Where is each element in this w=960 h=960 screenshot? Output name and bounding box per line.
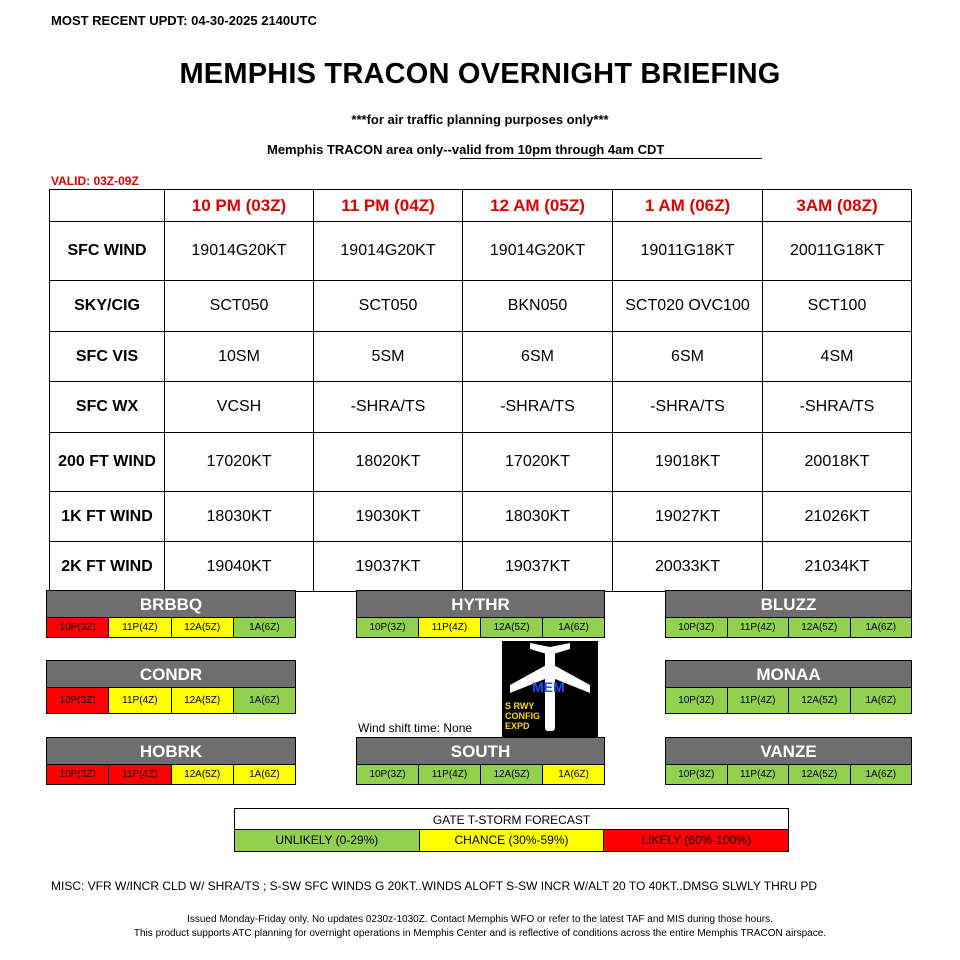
column-header: 12 AM (05Z) xyxy=(463,190,613,222)
gate-time-cell: 10P(3Z) xyxy=(666,765,727,784)
gate-time-cell: 11P(4Z) xyxy=(727,765,789,784)
runway-config-logo xyxy=(502,641,598,737)
table-cell: 20033KT xyxy=(613,542,763,592)
gate-time-cell: 10P(3Z) xyxy=(357,618,418,637)
gate-time-cell: 1A(6Z) xyxy=(850,618,912,637)
gate-timeline xyxy=(46,618,296,638)
table-cell: 17020KT xyxy=(165,433,314,492)
gate-brbbq xyxy=(46,590,296,638)
gate-time-cell: 10P(3Z) xyxy=(47,765,108,784)
gate-time-cell: 1A(6Z) xyxy=(233,765,295,784)
row-header: 200 FT WIND xyxy=(50,433,165,492)
table-cell: 18030KT xyxy=(463,492,613,542)
table-cell: SCT100 xyxy=(763,281,912,332)
table-cell: 17020KT xyxy=(463,433,613,492)
legend-title: GATE T-STORM FORECAST xyxy=(235,809,788,830)
gate-time-cell: 10P(3Z) xyxy=(47,618,108,637)
table-cell: 19011G18KT xyxy=(613,222,763,281)
legend-chance: CHANCE (30%-59%) xyxy=(419,830,604,851)
tstorm-legend xyxy=(234,808,789,852)
table-cell: SCT050 xyxy=(165,281,314,332)
gate-name: MONAA xyxy=(665,660,912,688)
gate-time-cell: 11P(4Z) xyxy=(108,618,170,637)
table-cell: 18030KT xyxy=(165,492,314,542)
table-cell: BKN050 xyxy=(463,281,613,332)
row-header: 2K FT WIND xyxy=(50,542,165,592)
gate-bluzz xyxy=(665,590,912,638)
area-prefix: Memphis TRACON area only-- xyxy=(267,142,452,157)
footer-note: This product supports ATC planning for overnight operations in Memphis Center and is reflective of conditions across the entire Memphis TRACON airspace. xyxy=(133,928,827,939)
footer-note: Issued Monday-Friday only. No updates 0230z-1030Z. Contact Memphis WFO or refer to the latest TAF and MIS during those hours. xyxy=(187,914,773,925)
gate-time-cell: 12A(5Z) xyxy=(788,618,850,637)
gate-time-cell: 1A(6Z) xyxy=(850,688,912,713)
table-cell: 6SM xyxy=(613,332,763,382)
table-cell: -SHRA/TS xyxy=(463,382,613,433)
gate-time-cell: 11P(4Z) xyxy=(727,688,789,713)
table-cell: 19037KT xyxy=(314,542,463,592)
table-cell: 21026KT xyxy=(763,492,912,542)
page-title: MEMPHIS TRACON OVERNIGHT BRIEFING xyxy=(179,58,781,90)
gate-time-cell: 1A(6Z) xyxy=(542,765,604,784)
valid-period: VALID: 03Z-09Z xyxy=(51,174,139,188)
table-row xyxy=(50,542,912,592)
gate-timeline xyxy=(356,618,605,638)
gate-south xyxy=(356,737,605,785)
gate-time-cell: 1A(6Z) xyxy=(233,688,295,713)
row-header: SFC WX xyxy=(50,382,165,433)
gate-name: BRBBQ xyxy=(46,590,296,618)
table-cell: 19027KT xyxy=(613,492,763,542)
table-header-row xyxy=(50,190,912,222)
gate-timeline xyxy=(665,618,912,638)
column-header: 11 PM (04Z) xyxy=(314,190,463,222)
logo-line: S RWY xyxy=(505,701,535,711)
table-cell: 19030KT xyxy=(314,492,463,542)
gate-name: HOBRK xyxy=(46,737,296,765)
gate-time-cell: 12A(5Z) xyxy=(480,618,542,637)
gate-time-cell: 11P(4Z) xyxy=(418,618,480,637)
gate-name: CONDR xyxy=(46,660,296,688)
logo-line: EXPD xyxy=(505,721,530,731)
table-cell: 19040KT xyxy=(165,542,314,592)
legend-likely: LIKELY (60%-100%) xyxy=(603,830,788,851)
table-cell: 19037KT xyxy=(463,542,613,592)
gate-time-cell: 1A(6Z) xyxy=(850,765,912,784)
gate-timeline xyxy=(665,765,912,785)
gate-time-cell: 12A(5Z) xyxy=(171,765,233,784)
row-header: SKY/CIG xyxy=(50,281,165,332)
table-cell: 6SM xyxy=(463,332,613,382)
table-cell: -SHRA/TS xyxy=(613,382,763,433)
legend-row xyxy=(235,830,788,851)
logo-line: CONFIG xyxy=(505,711,540,721)
table-row xyxy=(50,281,912,332)
table-cell: 4SM xyxy=(763,332,912,382)
gate-hobrk xyxy=(46,737,296,785)
table-cell: 19014G20KT xyxy=(314,222,463,281)
table-cell: 20011G18KT xyxy=(763,222,912,281)
underline xyxy=(460,158,762,159)
gate-time-cell: 1A(6Z) xyxy=(233,618,295,637)
gate-hythr xyxy=(356,590,605,638)
gate-time-cell: 11P(4Z) xyxy=(108,765,170,784)
gate-condr xyxy=(46,660,296,714)
gate-timeline xyxy=(665,688,912,714)
table-row xyxy=(50,332,912,382)
gate-name: HYTHR xyxy=(356,590,605,618)
area-valid-period: valid from 10pm through 4am CDT xyxy=(451,142,665,157)
last-updated: MOST RECENT UPDT: 04-30-2025 2140UTC xyxy=(51,13,317,28)
gate-vanze xyxy=(665,737,912,785)
gate-timeline xyxy=(46,765,296,785)
column-header: 10 PM (03Z) xyxy=(165,190,314,222)
column-header: 1 AM (06Z) xyxy=(613,190,763,222)
gate-time-cell: 12A(5Z) xyxy=(788,765,850,784)
table-cell: 19014G20KT xyxy=(463,222,613,281)
row-header: SFC WIND xyxy=(50,222,165,281)
gate-name: SOUTH xyxy=(356,737,605,765)
gate-time-cell: 11P(4Z) xyxy=(418,765,480,784)
row-header: SFC VIS xyxy=(50,332,165,382)
gate-time-cell: 12A(5Z) xyxy=(480,765,542,784)
table-row xyxy=(50,222,912,281)
gate-timeline xyxy=(356,765,605,785)
row-header: 1K FT WIND xyxy=(50,492,165,542)
table-cell: 18020KT xyxy=(314,433,463,492)
gate-time-cell: 11P(4Z) xyxy=(108,688,170,713)
area-statement xyxy=(267,142,664,157)
column-header: 3AM (08Z) xyxy=(763,190,912,222)
gate-time-cell: 12A(5Z) xyxy=(171,618,233,637)
table-cell: VCSH xyxy=(165,382,314,433)
misc-remarks: MISC: VFR W/INCR CLD W/ SHRA/TS ; S-SW SFC WINDS G 20KT..WINDS ALOFT S-SW INCR W/ALT 20 TO 40KT..DMSG SLWLY THRU PD xyxy=(51,879,818,893)
table-cell: 5SM xyxy=(314,332,463,382)
corner-cell xyxy=(50,190,165,222)
wind-shift-time: Wind shift time: None xyxy=(358,721,473,735)
table-cell: -SHRA/TS xyxy=(763,382,912,433)
table-cell: -SHRA/TS xyxy=(314,382,463,433)
gate-timeline xyxy=(46,688,296,714)
gate-time-cell: 11P(4Z) xyxy=(727,618,789,637)
table-cell: SCT050 xyxy=(314,281,463,332)
table-row xyxy=(50,382,912,433)
disclaimer: ***for air traffic planning purposes only*** xyxy=(351,112,609,127)
gate-time-cell: 1A(6Z) xyxy=(542,618,604,637)
table-row xyxy=(50,492,912,542)
table-cell: 19014G20KT xyxy=(165,222,314,281)
gate-time-cell: 10P(3Z) xyxy=(666,618,727,637)
table-cell: 20018KT xyxy=(763,433,912,492)
gate-time-cell: 12A(5Z) xyxy=(171,688,233,713)
table-cell: 10SM xyxy=(165,332,314,382)
logo-airport-code: MEM xyxy=(532,679,565,695)
table-cell: 19018KT xyxy=(613,433,763,492)
table-row xyxy=(50,433,912,492)
gate-time-cell: 12A(5Z) xyxy=(788,688,850,713)
gate-name: VANZE xyxy=(665,737,912,765)
forecast-table xyxy=(49,189,912,592)
table-cell: 21034KT xyxy=(763,542,912,592)
gate-time-cell: 10P(3Z) xyxy=(47,688,108,713)
legend-unlikely: UNLIKELY (0-29%) xyxy=(235,830,419,851)
gate-time-cell: 10P(3Z) xyxy=(666,688,727,713)
gate-name: BLUZZ xyxy=(665,590,912,618)
gate-monaa xyxy=(665,660,912,714)
gate-time-cell: 10P(3Z) xyxy=(357,765,418,784)
table-cell: SCT020 OVC100 xyxy=(613,281,763,332)
